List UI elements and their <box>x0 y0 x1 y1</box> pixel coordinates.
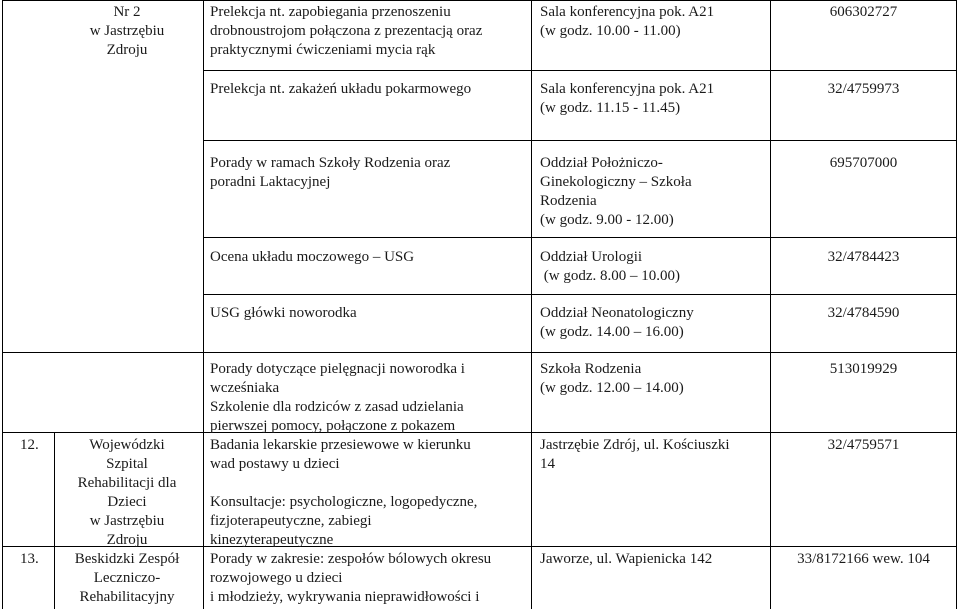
place-cell: Jaworze, ul. Wapienicka 142 <box>540 551 713 567</box>
service-cell: Porady dotyczące pielęgnacji noworodka i wcześniaka Szkolenie dla rodziców z zasad udzielania pierwszej pomocy, połączone z pokazem <box>210 361 465 434</box>
institution-cell: Wojewódzki Szpital Rehabilitacji dla Dzieci w Jastrzębiu Zdroju <box>77 437 177 548</box>
phone-cell: 32/4784590 <box>827 305 900 321</box>
phone-cell: 32/4759571 <box>827 437 900 453</box>
place-cell: Sala konferencyjna pok. A21 (w godz. 11.15 - 11.45) <box>540 81 715 116</box>
place-cell: Sala konferencyjna pok. A21 (w godz. 10.00 - 11.00) <box>540 4 715 39</box>
place-cell: Szkoła Rodzenia (w godz. 12.00 – 14.00) <box>540 361 684 396</box>
phone-cell: 32/4784423 <box>827 249 900 265</box>
service-cell: Prelekcja nt. zapobiegania przenoszeniu drobnoustrojom połączona z prezentacją oraz praktycznymi ćwiczeniami mycia rąk <box>210 4 483 58</box>
grid-line <box>2 0 3 609</box>
service-cell: Prelekcja nt. zakażeń układu pokarmowego <box>210 81 472 97</box>
grid-line <box>956 0 957 609</box>
grid-line <box>2 0 957 1</box>
phone-cell: 32/4759973 <box>827 81 900 97</box>
service-cell: Badania lekarskie przesiewowe w kierunku wad postawy u dzieci Konsultacje: psychologiczne, logopedyczne, fizjoterapeutyczne, zabiegi kinezyterapeutyczne <box>210 437 478 548</box>
grid-line <box>203 0 204 609</box>
place-cell: Oddział Neonatologiczny (w godz. 14.00 – 16.00) <box>540 305 694 340</box>
phone-cell: 606302727 <box>829 4 898 20</box>
phone-cell: 695707000 <box>829 155 898 171</box>
grid-line <box>203 140 957 141</box>
grid-line <box>203 294 957 295</box>
grid-line <box>531 0 532 609</box>
institution-cell: Beskidzki Zespół Leczniczo- Rehabilitacyjny <box>74 551 180 605</box>
place-cell: Jastrzębie Zdrój, ul. Kościuszki 14 <box>540 437 730 472</box>
place-cell: Oddział Położniczo- Ginekologiczny – Szkoła Rodzenia (w godz. 9.00 - 12.00) <box>540 155 692 228</box>
service-cell: Porady w zakresie: zespołów bólowych okresu rozwojowego u dzieci i młodzieży, wykrywania nieprawidłowości i <box>210 551 492 605</box>
grid-line <box>203 237 957 238</box>
institution-cell: Nr 2 w Jastrzębiu Zdroju <box>89 4 165 58</box>
service-cell: Porady w ramach Szkoły Rodzenia oraz poradni Laktacyjnej <box>210 155 451 190</box>
service-cell: USG główki noworodka <box>210 305 357 321</box>
row-number: 12. <box>20 437 39 453</box>
phone-cell: 513019929 <box>829 361 898 377</box>
service-cell: Ocena układu moczowego – USG <box>210 249 415 265</box>
grid-line <box>203 70 957 71</box>
grid-line <box>54 432 55 609</box>
row-number: 13. <box>20 551 39 567</box>
grid-line <box>2 352 957 353</box>
phone-cell: 33/8172166 wew. 104 <box>797 551 930 567</box>
place-cell: Oddział Urologii (w godz. 8.00 – 10.00) <box>540 249 680 284</box>
